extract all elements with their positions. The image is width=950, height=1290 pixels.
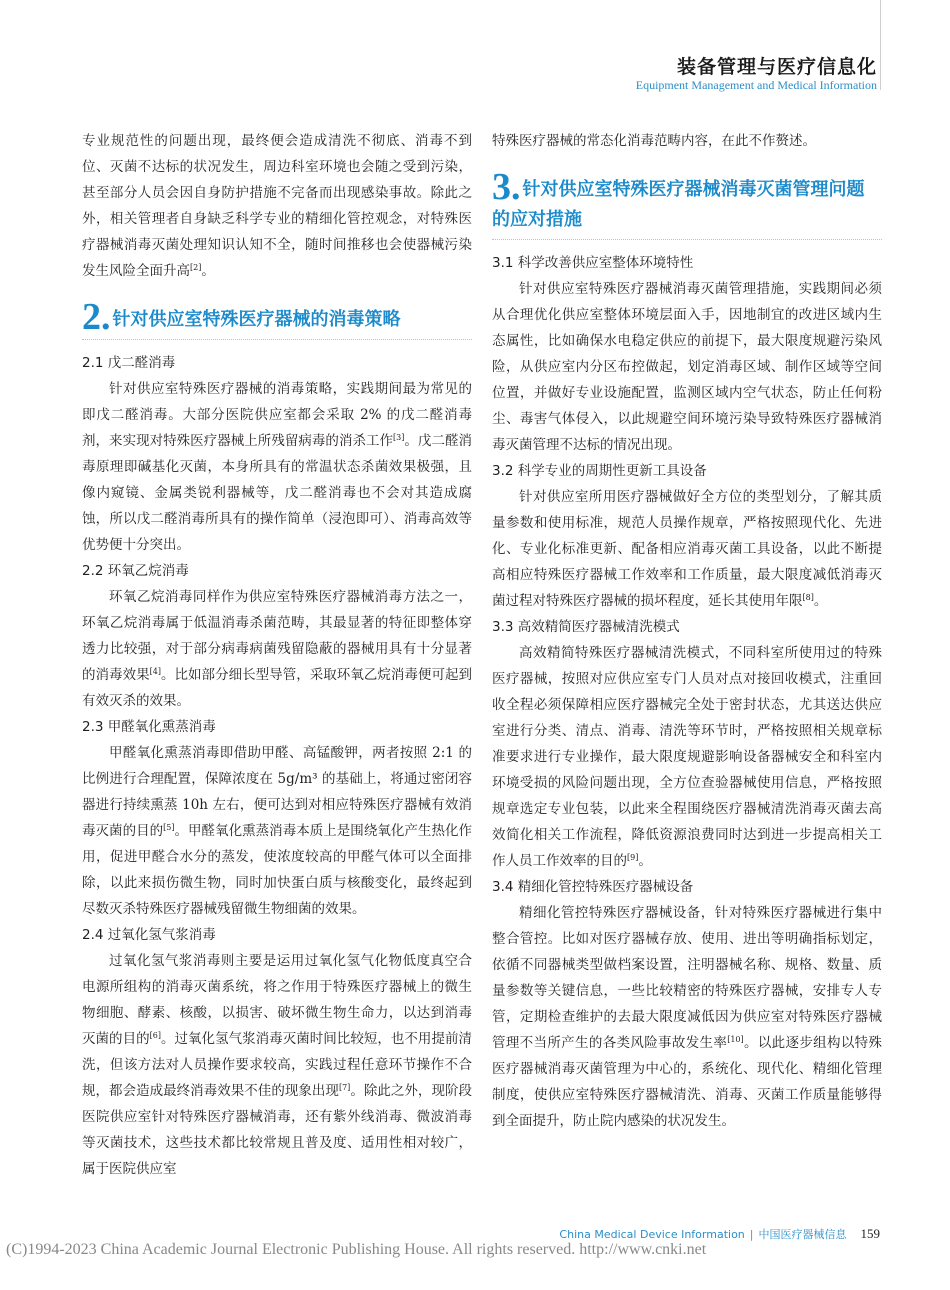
continued-paragraph: 特殊医疗器械的常态化消毒范畴内容，在此不作赘述。 <box>492 133 816 149</box>
subsection-2-2-title: 2.2 环氧乙烷消毒 <box>82 563 189 579</box>
section-2-heading: 2. 针对供应室特殊医疗器械的消毒策略 <box>82 302 472 340</box>
subsection-3-2-body: 针对供应室所用医疗器械做好全方位的类型划分，了解其质量参数和使用标准，规范人员操作规章，严格按照现代化、先进化、专业化标准更新、配备相应消毒灭菌工具设备，以此不断提高相应特殊医疗器械工作效率和工作质量，最大限度减低消毒灭菌过程对特殊医疗器械的损坏程度，延长其使用年限[8]。 <box>492 489 882 609</box>
subsection-2-4-body: 过氧化氢气浆消毒则主要是运用过氧化氢气化物低度真空合电源所组构的消毒灭菌系统，将之作用于特殊医疗器械上的微生物细胞、酵素、核酸，以损害、破坏微生物生命力，以达到消毒灭菌的目的[6]。过氧化氢气浆消毒灭菌时间比较短，也不用提前清洗，但该方法对人员操作要求较高，实践过程任意环节操作不合规，都会造成最终消毒效果不佳的现象出现[7]。除此之外，现阶段医院供应室针对特殊医疗器械消毒，还有紫外线消毒、微波消毒等灭菌技术，这些技术都比较常规且普及度、适用性相对较广，属于医院供应室 <box>82 953 473 1177</box>
intro-paragraph: 专业规范性的问题出现，最终便会造成清洗不彻底、消毒不到位、灭菌不达标的状况发生，周边科室环境也会随之受到污染，甚至部分人员会因自身防护措施不完备而出现感染事故。除此之外，相关管理者自身缺乏科学专业的精细化管控观念，对特殊医疗器械消毒灭菌处理知识认知不全，随时间推移也会使器械污染发生风险全面升高[2]。 <box>82 133 472 279</box>
subsection-3-4-title: 3.4 精细化管控特殊医疗器械设备 <box>492 879 694 895</box>
journal-section-title: 装备管理与医疗信息化 <box>676 56 877 78</box>
header-divider <box>880 0 881 90</box>
subsection-2-1-body: 针对供应室特殊医疗器械的消毒策略，实践期间最为常见的即戊二醛消毒。大部分医院供应室都会采取 2% 的戊二醛消毒剂，来实现对特殊医疗器械上所残留病毒的消杀工作[3]。戊二醛消毒原理即碱基化灭菌，本身所具有的常温状态杀菌效果极强，且像内窥镜、金属类锐利器械等，戊二醛消毒也不会对其造成腐蚀，所以戊二醛消毒所具有的操作简单（浸泡即可）、消毒高效等优势便十分突出。 <box>82 381 473 553</box>
page-number: 159 <box>860 1226 880 1241</box>
journal-name-cn: 中国医疗器械信息 <box>758 1228 847 1241</box>
subsection-2-3-body: 甲醛氧化熏蒸消毒即借助甲醛、高锰酸钾，两者按照 2:1 的比例进行合理配置，保障浓度在 5g/m³ 的基础上，将通过密闭容器进行持续熏蒸 10h 左右，便可达到对相应特殊医疗器械有效消毒灭菌的目的[5]。甲醛氧化熏蒸消毒本质上是围绕氧化产生热化作用，促进甲醛合水分的蒸发，使浓度较高的甲醛气体可以全面排除，以此来损伤微生物，同时加快蛋白质与核酸变化，最终起到尽数灭杀特殊医疗器械残留微生物细菌的效果。 <box>82 745 472 917</box>
subsection-2-4-title: 2.4 过氧化氢气浆消毒 <box>82 927 216 943</box>
subsection-2-2-body: 环氧乙烷消毒同样作为供应室特殊医疗器械消毒方法之一，环氧乙烷消毒属于低温消毒杀菌范畴，其最显著的特征即整体穿透力比较强，对于部分病毒病菌残留隐蔽的器械用具有十分显著的消毒效果[4]。比如部分细长型导管，采取环氧乙烷消毒便可起到有效灭杀的效果。 <box>82 589 473 709</box>
section-3-heading: 3. 针对供应室特殊医疗器械消毒灭菌管理问题的应对措施 <box>492 172 882 240</box>
subsection-3-2-title: 3.2 科学专业的周期性更新工具设备 <box>492 463 707 479</box>
subsection-3-4-body: 精细化管控特殊医疗器械设备，针对特殊医疗器械进行集中整合管控。比如对医疗器械存放、使用、进出等明确指标划定，依循不同器械类型做档案设置，注明器械名称、规格、数量、质量参数等关键信息，一些比较精密的特殊医疗器械，安排专人专管，定期检查维护的去最大限度减低因为供应室对特殊医疗器械管理不当所产生的各类风险事故发生率[10]。以此逐步组构以特殊医疗器械消毒灭菌管理为中心的，系统化、现代化、精细化管理制度，使供应室特殊医疗器械清洗、消毒、灭菌工作质量能够得到全面提升，防止院内感染的状况发生。 <box>492 905 883 1129</box>
journal-name-en: China Medical Device Information <box>559 1228 745 1241</box>
subsection-3-3-body: 高效精简特殊医疗器械清洗模式，不同科室所使用过的特殊医疗器械，按照对应供应室专门人员对点对接回收模式，注重回收全程必须保障相应医疗器械完全处于密封状态，尤其送达供应室进行分类、清点、消毒、清洗等环节时，严格按照相关规章标准要求进行专业操作，最大限度规避影响设备器械安全和科室内环境受损的风险问题出现，全方位查验器械使用信息，严格按照规章选定专业包装，以此来全程围绕医疗器械清洗消毒灭菌去高效简化相关工作流程，降低资源浪费同时达到进一步提高相关工作人员工作效率的目的[9]。 <box>492 645 882 869</box>
subsection-3-1-title: 3.1 科学改善供应室整体环境特性 <box>492 255 694 271</box>
subsection-3-1-body: 针对供应室特殊医疗器械消毒灭菌管理措施，实践期间必须从合理优化供应室整体环境层面入手，因地制宜的改进区域内生态属性，比如确保水电稳定供应的前提下，最大限度规避污染风险，从供应室内分区布控做起，划定消毒区域、制作区域等空间位置，并做好专业设施配置，监测区域内空气状态，防止任何粉尘、毒害气体侵入，以此规避空间环境污染导致特殊医疗器械消毒灭菌管理不达标的情况出现。 <box>492 281 882 453</box>
subsection-2-3-title: 2.3 甲醛氧化熏蒸消毒 <box>82 719 216 735</box>
journal-section-subtitle: Equipment Management and Medical Information <box>635 78 877 92</box>
left-column <box>82 128 472 1182</box>
copyright-watermark: (C)1994-2023 China Academic Journal Electronic Publishing House. All rights reserved. http://www.cnki.net <box>6 1241 707 1258</box>
right-column <box>492 128 882 1134</box>
subsection-2-1-title: 2.1 戊二醛消毒 <box>82 355 176 371</box>
subsection-3-3-title: 3.3 高效精简医疗器械清洗模式 <box>492 619 680 635</box>
page-footer: China Medical Device Information | 中国医疗器械信息 159 <box>559 1226 880 1241</box>
